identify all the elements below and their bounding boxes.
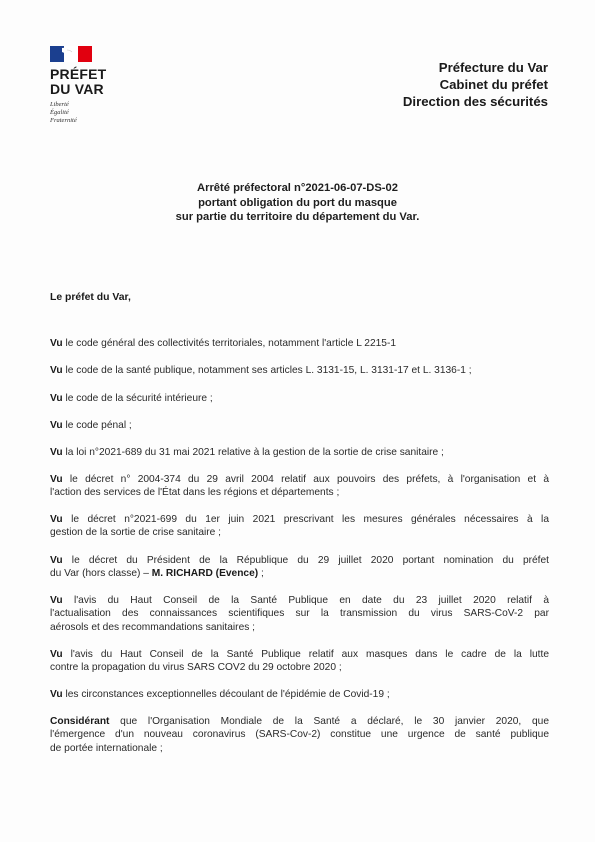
paragraph-line: l'action des services de l'État dans les régions et départements ;	[50, 487, 340, 499]
visa-decret-2004-374	[50, 473, 549, 500]
paragraph-line	[50, 715, 549, 728]
visa-lead: Vu	[50, 447, 63, 458]
visa-lead: Vu	[50, 474, 63, 485]
visa-text: le code de la santé publique, notamment ses articles L. 3131-15, L. 3131-17 et L. 3136-1 ;	[62, 365, 472, 376]
visa-lead: Vu	[50, 393, 63, 404]
paragraph-line	[50, 567, 549, 580]
considerant-text: que l'Organisation Mondiale de la Santé a déclaré, le 30 janvier 2020, que	[109, 716, 549, 727]
administration-block	[403, 59, 548, 110]
paragraph-line	[50, 594, 549, 607]
visa-circonstances	[50, 688, 549, 701]
visa-decret-nomination	[50, 554, 549, 581]
paragraph-line: gestion de la sortie de crise sanitaire ;	[50, 527, 222, 539]
marianne-logo	[50, 46, 92, 62]
visa-text: le code pénal ;	[62, 420, 132, 431]
visa-lead: Vu	[50, 420, 63, 431]
prefet-title	[50, 67, 140, 97]
visa-text: l'avis du Haut Conseil de la Santé Publique relatif aux masques dans le cadre de la lutte	[62, 649, 549, 660]
marianne-block	[50, 46, 140, 125]
visa-lead: Vu	[50, 514, 63, 525]
paragraph-line: l'actualisation des connaissances scientifiques sur la transmission du virus SARS-CoV-2 par	[50, 608, 549, 620]
admin-cabinet: Cabinet du préfet	[439, 77, 548, 92]
paragraph-line	[50, 554, 549, 567]
motto-egalite: Égalité	[50, 109, 69, 116]
visa-lead: Vu	[50, 649, 63, 660]
paragraph-line: aérosols et des recommandations sanitaires ;	[50, 621, 255, 633]
visa-text: le code de la sécurité intérieure ;	[62, 393, 213, 404]
decree-title-line1: Arrêté préfectoral n°2021-06-07-DS-02	[197, 182, 398, 194]
visa-cgct	[50, 337, 549, 350]
visa-lead: Vu	[50, 595, 63, 606]
visa-lead: Vu	[50, 689, 63, 700]
paragraph-line: de portée internationale ;	[50, 742, 163, 754]
visa-lead: Vu	[50, 338, 63, 349]
paragraph-line: contre la propagation du virus SARS COV2 du 29 octobre 2020 ;	[50, 662, 342, 674]
visa-lead: Vu	[50, 555, 63, 566]
decree-title-line2: portant obligation du port du masque	[198, 196, 397, 209]
visa-text: le décret n°2021-699 du 1er juin 2021 prescrivant les mesures générales nécessaires à la	[62, 514, 549, 525]
motto-liberte: Liberté	[50, 101, 69, 108]
paragraph-line	[50, 648, 549, 661]
motto-fraternite: Fraternité	[50, 117, 77, 124]
paragraph-line	[50, 473, 549, 486]
decree-title	[0, 181, 595, 225]
visa-text: du Var (hors classe) –	[50, 568, 152, 580]
visa-securite-interieure	[50, 392, 549, 405]
visa-decret-2021-699	[50, 513, 549, 540]
visa-text: ;	[258, 568, 264, 580]
visa-text: les circonstances exceptionnelles découlant de l'épidémie de Covid-19 ;	[62, 689, 390, 700]
visa-code-penal	[50, 419, 549, 432]
paragraph-line: l'émergence d'un nouveau coronavirus (SARS-Cov-2) constitue une urgence de santé publique	[50, 729, 549, 741]
decree-title-line3: sur partie du territoire du département du Var.	[175, 211, 420, 223]
admin-direction: Direction des sécurités	[402, 94, 548, 109]
visa-text: le code général des collectivités territoriales, notamment l'article L 2215-1	[62, 338, 397, 349]
visa-text: le décret n° 2004-374 du 29 avril 2004 relatif aux pouvoirs des préfets, à l'organisation et à	[62, 474, 549, 485]
prefet-title-line2: DU VAR	[50, 81, 104, 97]
republic-motto	[50, 101, 140, 125]
considerant-oms	[50, 715, 549, 755]
visa-loi-2021-689	[50, 446, 549, 459]
admin-prefecture: Préfecture du Var	[438, 60, 548, 75]
visa-text: la loi n°2021-689 du 31 mai 2021 relative à la gestion de la sortie de crise sanitaire ;	[62, 447, 444, 458]
visa-code-sante	[50, 364, 549, 377]
prefet-title-line1: PRÉFET	[50, 66, 107, 82]
opening-line: Le préfet du Var,	[50, 292, 131, 303]
paragraph-line	[50, 513, 549, 526]
considerant-lead: Considérant	[50, 716, 110, 727]
visa-avis-hcsp-masques	[50, 648, 549, 675]
visa-avis-hcsp-2020-07	[50, 594, 549, 634]
visa-text: le décret du Président de la République du 29 juillet 2020 portant nomination du préfet	[62, 555, 549, 566]
visa-lead: Vu	[50, 365, 63, 376]
visa-text: l'avis du Haut Conseil de la Santé Publique en date du 23 juillet 2020 relatif à	[62, 595, 549, 606]
prefect-name: M. RICHARD (Evence)	[151, 568, 259, 580]
